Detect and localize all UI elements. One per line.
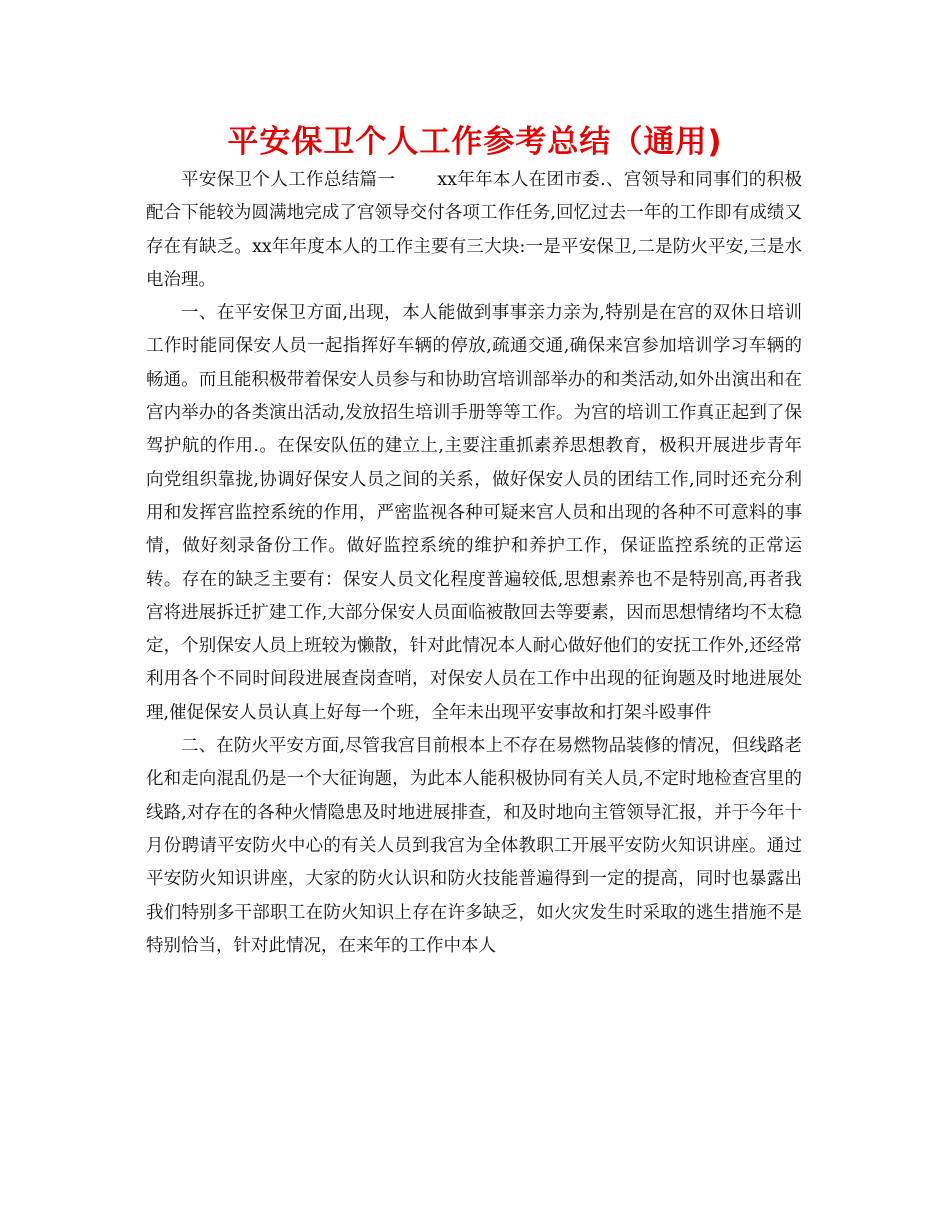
paragraph-text: xx年年本人在团市委.、宫领导和同事们的积极配合下能较为圆满地完成了宫领导交付各项工作任务,回忆过去一年的工作即有成绩又存在有缺乏。xx年年度本人的工作主要有三大块:一是平安保卫,二是防火平安,三是水电治理。 (146, 170, 802, 290)
document-title: 平安保卫个人工作参考总结（通用) (227, 124, 723, 160)
intro-heading: 平安保卫个人工作总结篇一 (181, 170, 396, 190)
document-body (146, 164, 802, 963)
paragraph-fire-safety: 二、在防火平安方面,尽管我宫目前根本上不存在易燃物品装修的情况，但线路老化和走向混乱仍是一个大征询题，为此本人能积极协同有关人员,不定时地检查宫里的线路,对存在的各种火情隐患及时地进展排查，和及时地向主管领导汇报，并于今年十月份聘请平安防火中心的有关人员到我宫为全体教职工开展平安防火知识讲座。通过平安防火知识讲座，大家的防火认识和防火技能普遍得到一定的提高，同时也暴露出我们特别多干部职工在防火知识上存在许多缺乏，如火灾发生时采取的逃生措施不是特别恰当，针对此情况，在来年的工作中本人 (146, 736, 802, 956)
paragraph-security: 一、在平安保卫方面,出现，本人能做到事事亲力亲为,特别是在宫的双休日培训工作时能同保安人员一起指挥好车辆的停放,疏通交通,确保来宫参加培训学习车辆的畅通。而且能积极带着保安人员参与和协助宫培训部举办的和类活动,如外出演出和在宫内举办的各类演出活动,发放招生培训手册等等工作。为宫的培训工作真正起到了保驾护航的作用.。在保安队伍的建立上,主要注重抓素养思想教育，极积开展进步青年向党组织靠拢,协调好保安人员之间的关系，做好保安人员的团结工作,同时还充分利用和发挥宫监控系统的作用，严密监视各种可疑来宫人员和出现的各种不可意料的事情，做好刻录备份工作。做好监控系统的维护和养护工作，保证监控系统的正常运转。存在的缺乏主要有：保安人员文化程度普遍较低,思想素养也不是特别高,再者我宫将进展拆迁扩建工作,大部分保安人员面临被散回去等要素，因而思想情绪均不太稳定，个别保安人员上班较为懒散，针对此情况本人耐心做好他们的安抚工作外,还经常利用各个不同时间段进展查岗查哨，对保安人员在工作中出现的征询题及时地进展处理,催促保安人员认真上好每一个班，全年未出现平安事故和打架斗殴事件 (146, 303, 802, 723)
paragraph-intro (146, 164, 802, 297)
